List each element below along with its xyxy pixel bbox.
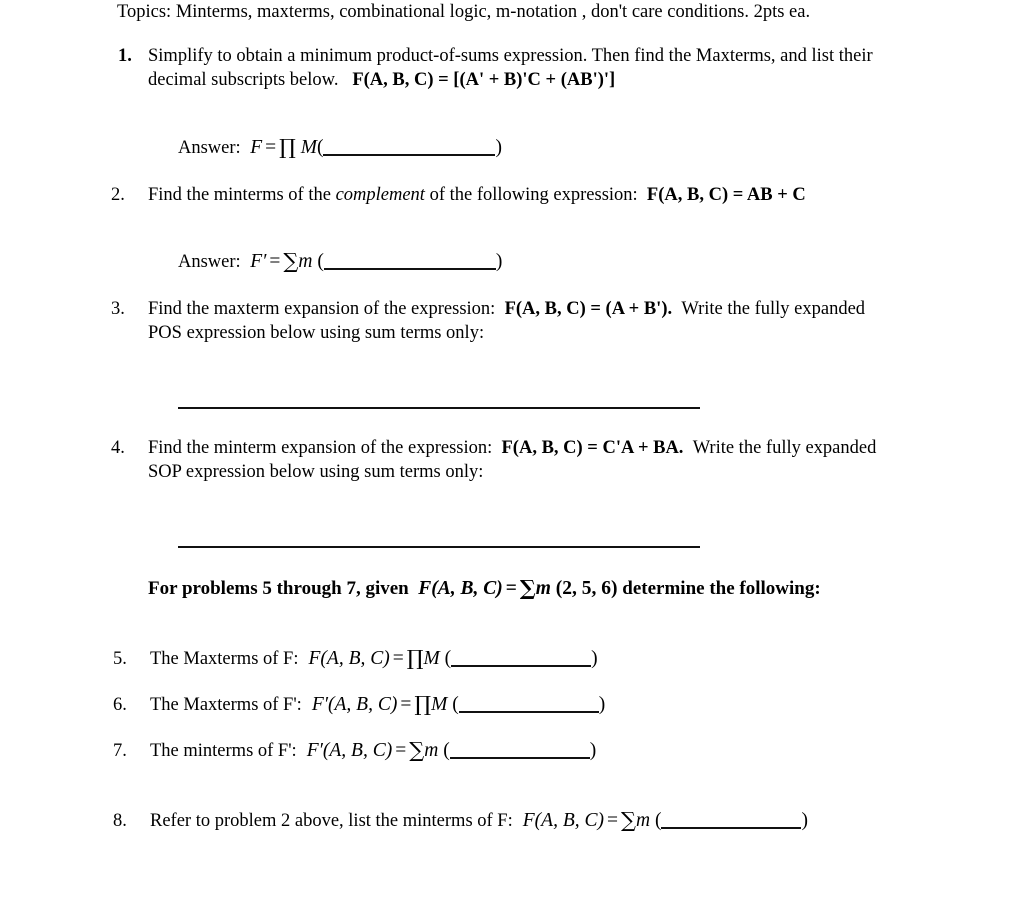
answer-2-fn: m (298, 251, 313, 272)
problem-2-number: 2. (111, 185, 125, 205)
problem-7-args: (A, B, C) (322, 740, 393, 761)
problem-1-body (148, 44, 908, 92)
problem-7-blank[interactable] (450, 742, 590, 759)
problem-8-close-paren: ) (801, 810, 808, 831)
sum-operator-8: ∑ (621, 808, 636, 832)
problem-6-F: F (311, 694, 324, 715)
instruction-F: F (418, 578, 432, 599)
problem-8-fn: m (636, 810, 651, 831)
problem-4-text-b: Write the fully expanded SOP expression below using sum terms only: (148, 438, 877, 482)
problem-7-F: F (306, 740, 319, 761)
problem-2-answer-row (178, 248, 502, 274)
problem-7-fn: m (424, 740, 439, 761)
problem-6 (113, 691, 605, 717)
answer-1-close-paren: ) (495, 137, 502, 158)
problem-2 (111, 183, 911, 207)
instruction-math (418, 575, 618, 600)
answer-2-prime: ′ (262, 251, 267, 272)
topics-line: Topics: Minterms, maxterms, combinational logic, m-notation , don't care conditions. 2pts ea. (117, 2, 811, 22)
problem-3-number: 3. (111, 299, 125, 319)
problem-8-F: F (522, 810, 535, 831)
answer-label-1: Answer: (178, 138, 241, 158)
problem-5-number: 5. (113, 649, 127, 669)
problem-1-blank[interactable] (323, 139, 495, 156)
problem-4-answer-rule[interactable] (178, 546, 700, 548)
problem-3-text-b: Write the fully expanded POS expression below using sum terms only: (148, 299, 866, 343)
problem-1-number: 1. (118, 46, 132, 66)
problem-8 (113, 807, 808, 833)
problem-2-text-b: of the following expression: (424, 185, 638, 205)
sum-operator-instruction: ∑ (519, 575, 536, 600)
problem-8-args: (A, B, C) (534, 810, 604, 831)
answer-1-fn: M (300, 137, 317, 158)
problem-6-prime: ′ (323, 694, 329, 715)
problem-7 (113, 737, 596, 763)
problem-3 (111, 297, 901, 345)
problem-2-emphasis: complement (335, 185, 425, 205)
product-operator-5: ∏ (406, 646, 424, 670)
problem-6-args: (A, B, C) (328, 694, 398, 715)
problem-5-equals: = (392, 648, 404, 669)
problem-6-math: F′(A, B, C) = ∏M ( ) (311, 692, 606, 716)
instruction-fn: m (535, 578, 551, 599)
problem-3-text-a: Find the maxterm expansion of the expression: (148, 299, 496, 319)
problem-6-close-paren: ) (598, 694, 606, 715)
problem-3-body (148, 297, 901, 345)
problem-4-text-a: Find the minterm expansion of the expression: (148, 438, 493, 458)
problem-1-answer-math (245, 137, 502, 158)
problem-4-body (148, 436, 901, 484)
answer-label-2: Answer: (178, 252, 241, 272)
problem-8-blank[interactable] (661, 812, 801, 829)
problem-1-text: Simplify to obtain a minimum product-of-sums expression. Then find the Maxterms, and list their decimal subscripts below. (148, 46, 873, 90)
answer-1-F: F (250, 137, 263, 158)
problem-7-label: The minterms of F': (150, 741, 297, 761)
problem-5 (113, 645, 598, 671)
problem-2-answer-math: F′ = ∑m ( ) (250, 249, 503, 273)
problem-1 (118, 44, 908, 92)
product-operator-1: ∏ (279, 135, 296, 159)
problem-6-label: The Maxterms of F': (150, 695, 302, 715)
answer-2-equals: = (269, 251, 281, 272)
instruction-line (148, 575, 821, 601)
problem-1-answer-row (178, 134, 502, 160)
product-operator-6: ∏ (414, 692, 432, 716)
answer-1-open-paren: ( (316, 137, 324, 158)
problem-8-number: 8. (113, 811, 127, 831)
problem-7-number: 7. (113, 741, 127, 761)
instruction-text-b: determine the following: (622, 578, 821, 599)
problem-7-math: F′(A, B, C) = ∑m ( ) (306, 738, 597, 762)
problem-5-fn: M (423, 648, 440, 669)
problem-6-blank[interactable] (459, 696, 599, 713)
problem-4-expression: F(A, B, C) = C'A + BA. (501, 438, 684, 458)
problem-3-answer-rule[interactable] (178, 407, 700, 409)
problem-8-equals: = (607, 810, 618, 831)
sum-operator-7: ∑ (409, 738, 425, 762)
problem-8-math: F(A, B, C) = ∑m ( ) (522, 808, 808, 832)
problem-5-args: (A, B, C) (320, 648, 390, 669)
instruction-values: (2, 5, 6) (555, 578, 618, 599)
problem-7-equals: = (395, 740, 407, 761)
problem-6-fn: M (431, 694, 448, 715)
sum-operator-2: ∑ (283, 249, 299, 273)
problem-2-text-a: Find the minterms of the (148, 185, 336, 205)
answer-1-equals: = (265, 137, 277, 158)
problem-5-F: F (308, 648, 321, 669)
answer-2-F: F (250, 251, 263, 272)
answer-2-close-paren: ) (495, 251, 503, 272)
instruction-args: (A, B, C) (431, 578, 503, 599)
problem-2-blank[interactable] (324, 253, 496, 270)
problem-6-equals: = (400, 694, 412, 715)
problem-1-expression: F(A, B, C) = [(A' + B)'C + (AB')'] (352, 70, 616, 90)
problem-6-number: 6. (113, 695, 127, 715)
instruction-equals: = (505, 578, 517, 599)
problem-8-label: Refer to problem 2 above, list the minterms of F: (150, 811, 513, 831)
problem-2-body (148, 183, 911, 207)
problem-4 (111, 436, 901, 484)
problem-7-close-paren: ) (589, 740, 597, 761)
problem-5-math: F(A, B, C) = ∏M ( ) (308, 646, 598, 670)
problem-5-label: The Maxterms of F: (150, 649, 299, 669)
problem-4-number: 4. (111, 438, 125, 458)
problem-2-expression: F(A, B, C) = AB + C (646, 185, 806, 205)
instruction-text-a: For problems 5 through 7, given (148, 578, 409, 599)
problem-7-prime: ′ (318, 740, 323, 761)
problem-5-close-paren: ) (591, 648, 598, 669)
problem-5-blank[interactable] (451, 650, 591, 667)
problem-3-expression: F(A, B, C) = (A + B'). (504, 299, 673, 319)
